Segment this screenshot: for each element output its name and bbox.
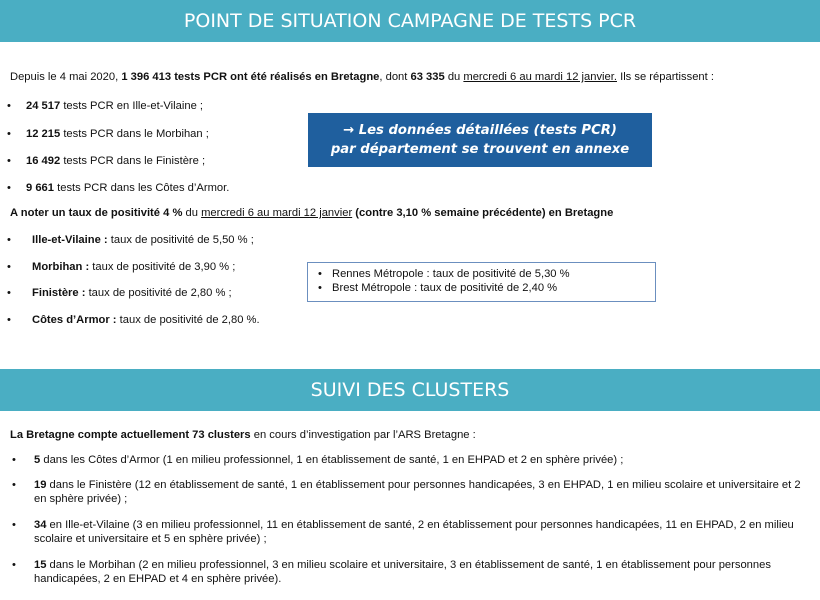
positivity-text: du xyxy=(182,207,202,219)
callout-line: → Les données détaillées (tests PCR) xyxy=(343,123,617,138)
bullet-icon: • xyxy=(7,182,11,194)
clusters-intro xyxy=(10,428,476,442)
dept-count: 9 661 xyxy=(26,182,54,194)
list-item xyxy=(7,154,206,168)
bullet-icon: • xyxy=(12,479,16,491)
section-title-clusters: SUIVI DES CLUSTERS xyxy=(0,369,820,411)
intro-total: 1 396 413 tests PCR ont été réalisés en Bretagne xyxy=(121,71,380,83)
dept-count: 16 492 xyxy=(26,155,61,167)
positivity-comparison: (contre 3,10 % semaine précédente) en Bretagne xyxy=(352,207,614,219)
list-item xyxy=(318,267,655,281)
list-item xyxy=(7,127,209,141)
intro-text: du xyxy=(444,71,464,83)
positivity-summary xyxy=(10,206,613,220)
intro-text: Ils se répartissent : xyxy=(616,71,714,83)
rate-dept: Morbihan : xyxy=(32,261,90,273)
bullet-icon: • xyxy=(318,268,322,280)
metropole-box xyxy=(307,262,656,302)
section-title-tests-pcr: POINT DE SITUATION CAMPAGNE DE TESTS PCR xyxy=(0,0,820,42)
dept-text: tests PCR en Ille-et-Vilaine ; xyxy=(60,100,204,112)
list-item xyxy=(12,478,814,506)
bullet-icon: • xyxy=(12,519,16,531)
bullet-icon: • xyxy=(7,155,11,167)
dept-text: tests PCR dans le Morbihan ; xyxy=(60,128,209,140)
intro-text: , dont xyxy=(379,71,411,83)
bullet-icon: • xyxy=(7,128,11,140)
rate-text: taux de positivité de 3,90 % ; xyxy=(89,261,236,273)
positivity-period: mercredi 6 au mardi 12 janvier xyxy=(201,207,353,219)
rate-dept: Finistère : xyxy=(32,287,86,299)
cluster-count: 34 xyxy=(34,519,47,531)
cluster-count: 19 xyxy=(34,479,47,491)
callout-line: par département se trouvent en annexe xyxy=(330,142,630,157)
positivity-rate: A noter un taux de positivité 4 % xyxy=(10,207,183,219)
cluster-count: 5 xyxy=(34,454,41,466)
bullet-icon: • xyxy=(7,234,11,246)
rate-text: taux de positivité de 5,50 % ; xyxy=(107,234,254,246)
cluster-count: 15 xyxy=(34,559,47,571)
bullet-icon: • xyxy=(7,100,11,112)
rate-text: taux de positivité de 2,80 %. xyxy=(116,314,260,326)
intro-period: mercredi 6 au mardi 12 janvier. xyxy=(463,71,617,83)
dept-text: tests PCR dans le Finistère ; xyxy=(60,155,206,167)
list-item xyxy=(12,453,814,467)
list-item xyxy=(7,260,236,274)
rate-dept: Ille-et-Vilaine : xyxy=(32,234,108,246)
cluster-text: en Ille-et-Vilaine (3 en milieu professionnel, 11 en établissement de santé, 2 en établissement pour personnes handicapées, 11 en EHPAD, 2 en milieu scolaire et universitaire et 5 en sphère privée) ; xyxy=(34,519,794,545)
metropole-rate: Rennes Métropole : taux de positivité de 5,30 % xyxy=(332,268,570,280)
annex-callout xyxy=(308,113,652,167)
list-item xyxy=(7,181,230,195)
rate-dept: Côtes d’Armor : xyxy=(32,314,117,326)
bullet-icon: • xyxy=(7,314,11,326)
list-item xyxy=(7,313,260,327)
dept-count: 24 517 xyxy=(26,100,61,112)
rate-text: taux de positivité de 2,80 % ; xyxy=(85,287,232,299)
list-item xyxy=(12,558,814,586)
dept-text: tests PCR dans les Côtes d’Armor. xyxy=(54,182,230,194)
metropole-rate: Brest Métropole : taux de positivité de 2,40 % xyxy=(332,282,558,294)
clusters-total: La Bretagne compte actuellement 73 clusters xyxy=(10,429,251,441)
cluster-text: dans le Morbihan (2 en milieu professionnel, 3 en milieu scolaire et universitaire, 3 en établissement de santé, 1 en établissement pour personnes handicapées, 2 en EHPAD et 4 en sphère privée). xyxy=(34,559,771,585)
cluster-text: dans le Finistère (12 en établissement de santé, 1 en établissement pour personnes handicapées, 3 en EHPAD, 1 en milieu scolaire et universitaire et 2 en sphère privée) ; xyxy=(34,479,801,505)
list-item xyxy=(12,518,814,546)
bullet-icon: • xyxy=(12,454,16,466)
bullet-icon: • xyxy=(318,282,322,294)
list-item xyxy=(7,233,254,247)
list-item xyxy=(7,99,204,113)
dept-count: 12 215 xyxy=(26,128,61,140)
intro-week-count: 63 335 xyxy=(410,71,445,83)
cluster-text: dans les Côtes d’Armor (1 en milieu professionnel, 1 en établissement de santé, 1 en EHPAD et 2 en sphère privée) ; xyxy=(40,454,624,466)
bullet-icon: • xyxy=(12,559,16,571)
clusters-intro-text: en cours d’investigation par l’ARS Bretagne : xyxy=(250,429,476,441)
list-item xyxy=(7,286,232,300)
bullet-icon: • xyxy=(7,261,11,273)
intro-text: Depuis le 4 mai 2020, xyxy=(10,71,122,83)
bullet-icon: • xyxy=(7,287,11,299)
list-item xyxy=(318,281,655,295)
tests-intro xyxy=(10,70,714,84)
